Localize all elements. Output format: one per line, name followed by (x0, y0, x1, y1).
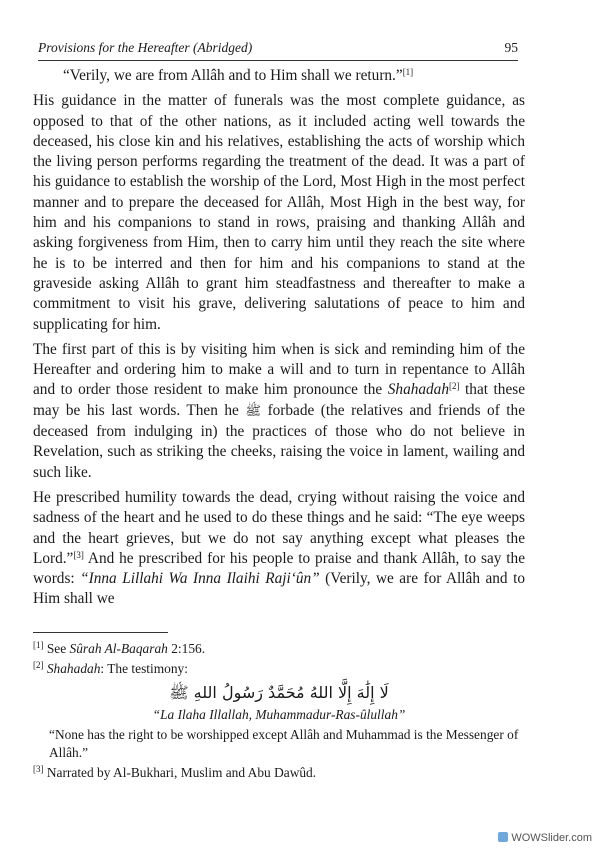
footnote-1-surah: Sûrah Al-Baqarah (69, 641, 168, 656)
para2-text-b: that these may be his last words. Then he (33, 381, 525, 419)
watermark (498, 832, 592, 844)
shahadah-term: Shahadah (387, 381, 449, 399)
footnote-2-term: Shahadah (43, 661, 101, 676)
main-text (33, 66, 525, 615)
istirja-phrase: “Inna Lillahi Wa Inna Ilaihi Raji‘ûn” (80, 570, 320, 588)
footnotes (33, 640, 525, 784)
footnote-divider (33, 632, 168, 633)
footnote-ref-2: [2] (448, 381, 460, 392)
testimony-transliteration: “La Ilaha Illallah, Muhammadur-Ras-ûlullah” (152, 707, 406, 722)
footnote-ref-3: [3] (73, 549, 84, 560)
testimony-translation: “None has the right to be worshipped except Allâh and Muhammad is the Messenger of Allâh.” (49, 727, 519, 760)
footnote-3-marker: [3] (33, 764, 44, 774)
verse-text: “Verily, we are from Allâh and to Him shall we return.” (63, 67, 403, 84)
footnote-1-ref: 2:156. (167, 641, 206, 656)
footnote-3 (33, 764, 525, 782)
para3-text-b: And he prescribed for his people to praise and thank Allâh, to say the words: (33, 549, 525, 588)
wowslider-logo-icon (498, 832, 508, 842)
page-header (38, 38, 518, 61)
arabic-testimony: لَا إِلَٰهَ إِلَّا اللهُ مُحَمَّدٌ رَسُولُ اللهِ ﷺ (169, 683, 389, 702)
salutation-glyph: ﷺ (245, 403, 262, 419)
paragraph-funeral-guidance: His guidance in the matter of funerals was the most complete guidance, as opposed to that of the other nations, as it included acting well towards the deceased, his close kin and his relatives, establishing the acts of worship which the living person performs regarding the treatment of the dead. It was a part of his guidance to establish the worship of the Lord, Most High in the most perfect manner and to prepare the deceased for Allâh, Most High in the best way, for him and his companions to stand in rows, praising and thanking Allâh and asking forgiveness from Him, then to carry him until they reach the site where he is to be interred and then for him and his companions to stand at the graveside asking Allâh to grant him steadfastness and thereafter to make a commitment to visit his grave, delivering salutations of peace to him and supplicating for him. (33, 92, 525, 333)
paragraph-visiting-sick (33, 340, 525, 483)
para2-text-a: The first part of this is by visiting him when is sick and reminding him of the Hereafter and ordering him to make a will and to turn in repentance to Allâh and to order those resident to make him pronounce the (33, 340, 525, 399)
watermark-text: WOWSlider.com (511, 832, 592, 844)
footnote-ref-1: [1] (402, 67, 414, 77)
footnote-2-text: : The testimony: (100, 661, 188, 676)
footnote-2 (33, 660, 525, 678)
para2-text-c: forbade (the relatives and friends of the deceased from indulging in) the practices of those who do not believe in Revelation, such as striking the cheeks, raising the voice in lament, wailing and such like. (33, 401, 525, 481)
footnote-1 (33, 640, 525, 658)
footnote-2-marker: [2] (33, 660, 44, 670)
para3-text-c: (Verily, we are for Allâh and to Him shall we (33, 570, 525, 608)
para3-text-a: He prescribed humility towards the dead, crying without raising the voice and sadness of the heart and he used to do these things and he said: “The eye weeps and the heart grieves, but we do not say anything except what pleases the Lord.” (33, 488, 525, 567)
verse-quote (33, 66, 525, 86)
footnote-1-prefix: See (43, 641, 70, 656)
page-number: 95 (504, 40, 518, 55)
paragraph-humility (33, 488, 525, 610)
footnote-1-marker: [1] (33, 640, 44, 650)
running-head: Provisions for the Hereafter (Abridged) (38, 40, 253, 55)
footnote-3-text: Narrated by Al-Bukhari, Muslim and Abu Dawûd. (43, 765, 317, 780)
